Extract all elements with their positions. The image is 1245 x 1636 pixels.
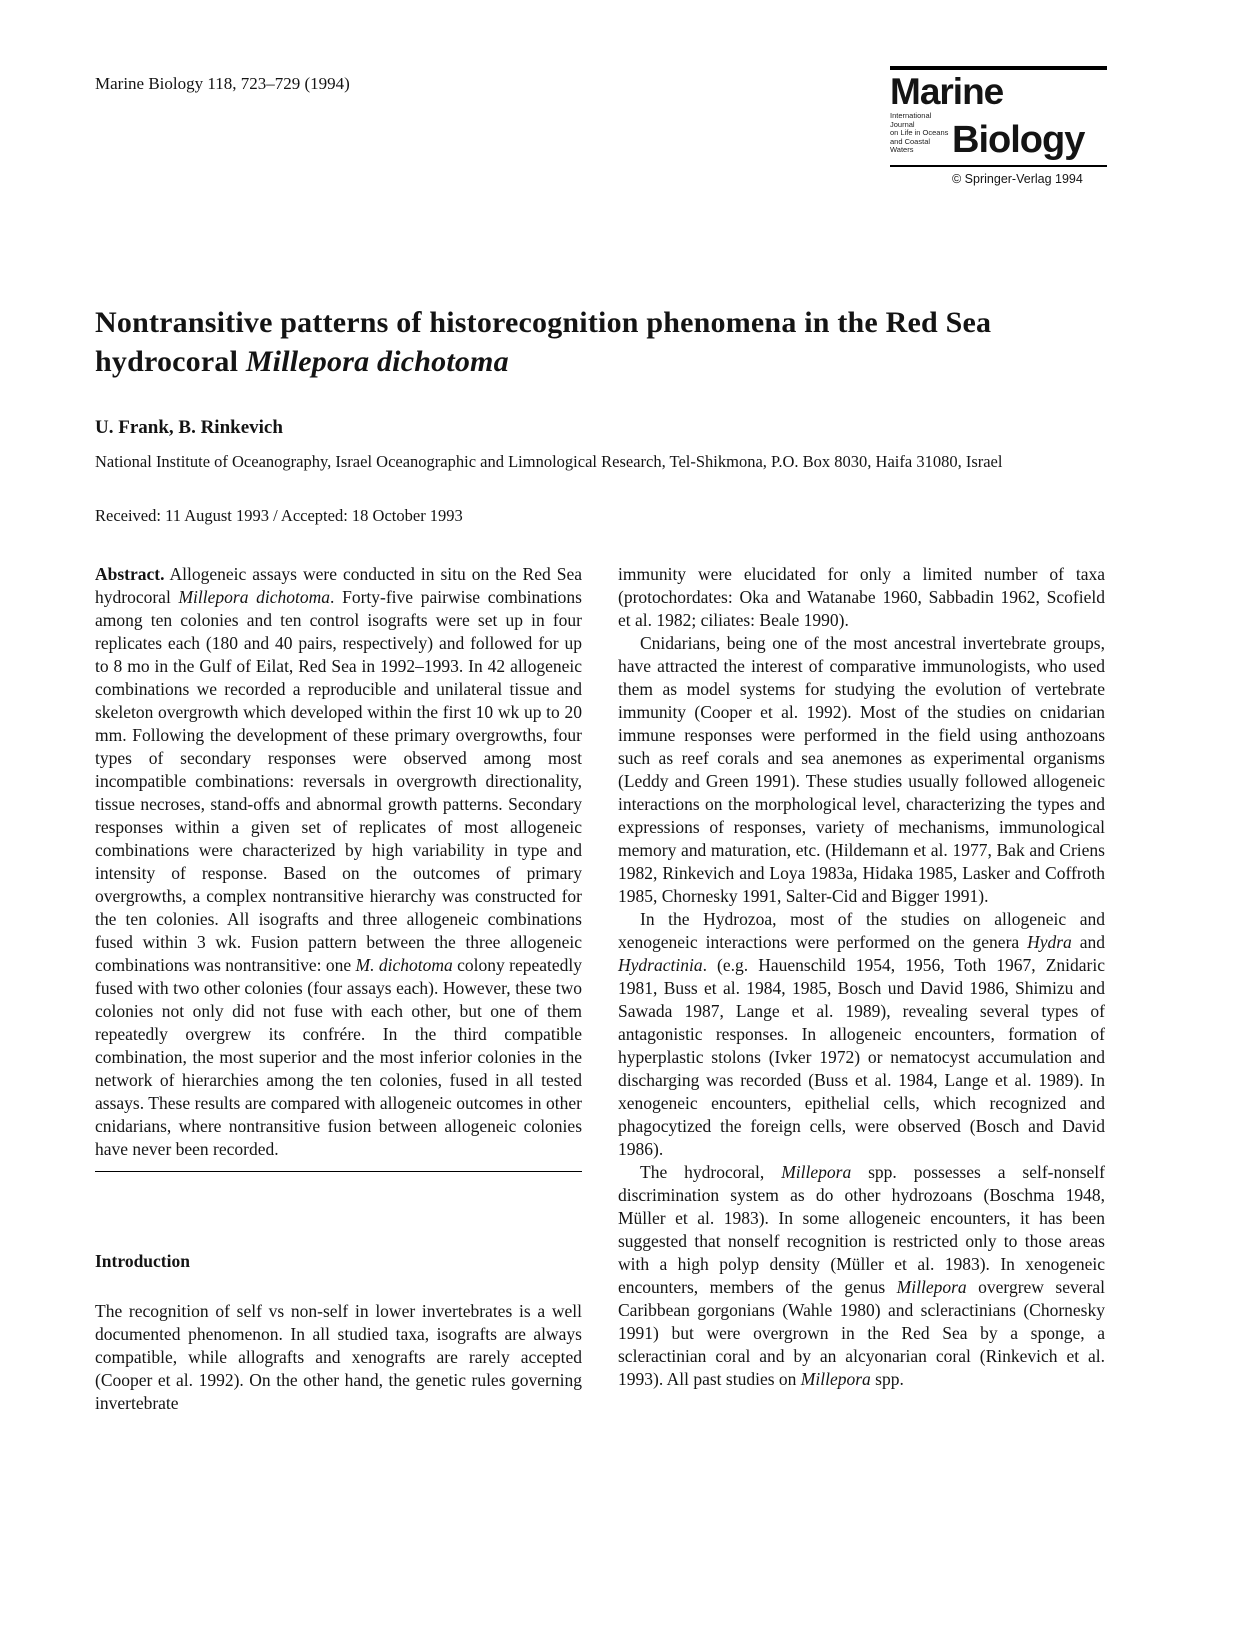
logo-subtitle-line: on Life in Oceans (890, 128, 949, 137)
introduction-paragraph: The recognition of self vs non-self in lower invertebrates is a well documented phenomenon. In all studied taxa, isografts are always compatible, while allografts and xenografts are rarely accepted (Cooper et al. 1992). On the other hand, the genetic rules governing invertebrate (95, 1301, 582, 1413)
body-paragraph: The hydrocoral, Millepora spp. possesses a self-nonself discrimination system as do other hydrozoans (Boschma 1948, Müller et al. 1983). In some allogeneic encounters, it has been suggested that nonself recognition is restricted only to those areas with a high polyp density (Müller et al. 1983). In xenogeneic encounters, members of the genus Millepora overgrew several Caribbean gorgonians (Wahle 1980) and scleractinians (Chornesky 1991) but were overgrown in the Red Sea by a sponge, a scleractinian coral and by an alcyonarian coral (Rinkevich et al. 1993). All past studies on Millepora spp. (618, 1162, 1105, 1389)
body-paragraph: Cnidarians, being one of the most ancestral invertebrate groups, have attracted the interest of comparative immunologists, who used them as model systems for studying the evolution of vertebrate immunity (Cooper et al. 1992). Most of the studies on cnidarian immune responses were performed in the field using anthozoans such as reef corals and sea anemones as experimental organisms (Leddy and Green 1991). These studies usually followed allogeneic interactions on the morphological level, characterizing the types and expressions of responses, variety of mechanisms, immunological memory and maturation, etc. (Hildemann et al. 1977, Bak and Criens 1982, Rinkevich and Loya 1983a, Hidaka 1985, Lasker and Coffroth 1985, Chornesky 1991, Salter-Cid and Bigger 1991). (618, 633, 1105, 906)
journal-citation: Marine Biology 118, 723–729 (1994) (95, 74, 350, 93)
logo-row (890, 112, 1107, 159)
author-line: U. Frank, B. Rinkevich (95, 417, 283, 438)
logo-title-biology: Biology (952, 118, 1085, 161)
left-column (95, 563, 582, 1415)
body-paragraph: In the Hydrozoa, most of the studies on allogeneic and xenogeneic interactions were performed on the genera Hydra and Hydractinia. (e.g. Hauenschild 1954, 1956, Toth 1967, Znidaric 1981, Buss et al. 1984, 1985, Bosch und David 1986, Shimizu and Sawada 1987, Lange et al. 1989), revealing several types of antagonistic responses. In allogeneic encounters, formation of hyperplastic stolons (Ivker 1972) or nematocyst accumulation and discharging was recorded (Buss et al. 1984, Lange et al. 1989). In xenogeneic encounters, epithelial cells, which recognized and phagocytized the foreign cells, were observed (Bosch and David 1986). (618, 909, 1105, 1159)
affiliation: National Institute of Oceanography, Israel Oceanographic and Limnological Research, Tel-Shikmona, P.O. Box 8030, Haifa 31080, Israel (95, 452, 1003, 471)
logo-top-rule (890, 66, 1107, 70)
logo-subtitle (890, 112, 952, 159)
received-accepted-line: Received: 11 August 1993 / Accepted: 18 October 1993 (95, 506, 463, 525)
body-paragraph: immunity were elucidated for only a limited number of taxa (protochordates: Oka and Watanabe 1960, Sabbadin 1962, Scofield et al. 1982; ciliates: Beale 1990). (618, 564, 1105, 630)
logo-subtitle-line: International Journal (890, 111, 932, 129)
article-title: Nontransitive patterns of historecognition phenomena in the Red Sea hydrocoral Millepora dichotoma (95, 306, 992, 378)
right-column (618, 563, 1105, 1391)
abstract-divider-rule (95, 1171, 582, 1172)
abstract-paragraph: Abstract. Allogeneic assays were conducted in situ on the Red Sea hydrocoral Millepora dichotoma. Forty-five pairwise combinations among ten colonies and ten control isografts were set up in four replicates each (180 and 40 pairs, respectively) and followed for up to 8 mo in the Gulf of Eilat, Red Sea in 1992–1993. In 42 allogeneic combinations we recorded a reproducible and unilateral tissue and skeleton overgrowth which developed within the first 10 wk up to 20 mm. Following the development of these primary overgrowths, four types of secondary responses were observed among most incompatible combinations: reversals in overgrowth directionality, tissue necroses, stand-offs and abnormal growth patterns. Secondary responses within a given set of replicates of most allogeneic combinations were characterized by high variability in type and intensity of response. Based on the outcomes of primary overgrowths, a complex nontransitive hierarchy was constructed for the ten colonies. All isografts and three allogeneic combinations fused within 3 wk. Fusion pattern between the three allogeneic combinations was nontransitive: one M. dichotoma colony repeatedly fused with two other colonies (four assays each). However, these two colonies not only did not fuse with each other, but one of them repeatedly overgrew its confrére. In the third compatible combination, the most superior and the most inferior colonies in the network of hierarchies among the ten colonies, fused in all tested assays. These results are compared with allogeneic outcomes in other cnidarians, where nontransitive fusion between allogeneic colonies have never been recorded. (95, 564, 582, 1159)
journal-logo (890, 66, 1107, 186)
logo-bottom-rule (890, 165, 1107, 167)
publisher-copyright: © Springer-Verlag 1994 (952, 171, 1083, 186)
logo-subtitle-line: and Coastal Waters (890, 136, 931, 154)
logo-title-marine: Marine (890, 71, 1004, 112)
introduction-heading: Introduction (95, 1251, 190, 1271)
